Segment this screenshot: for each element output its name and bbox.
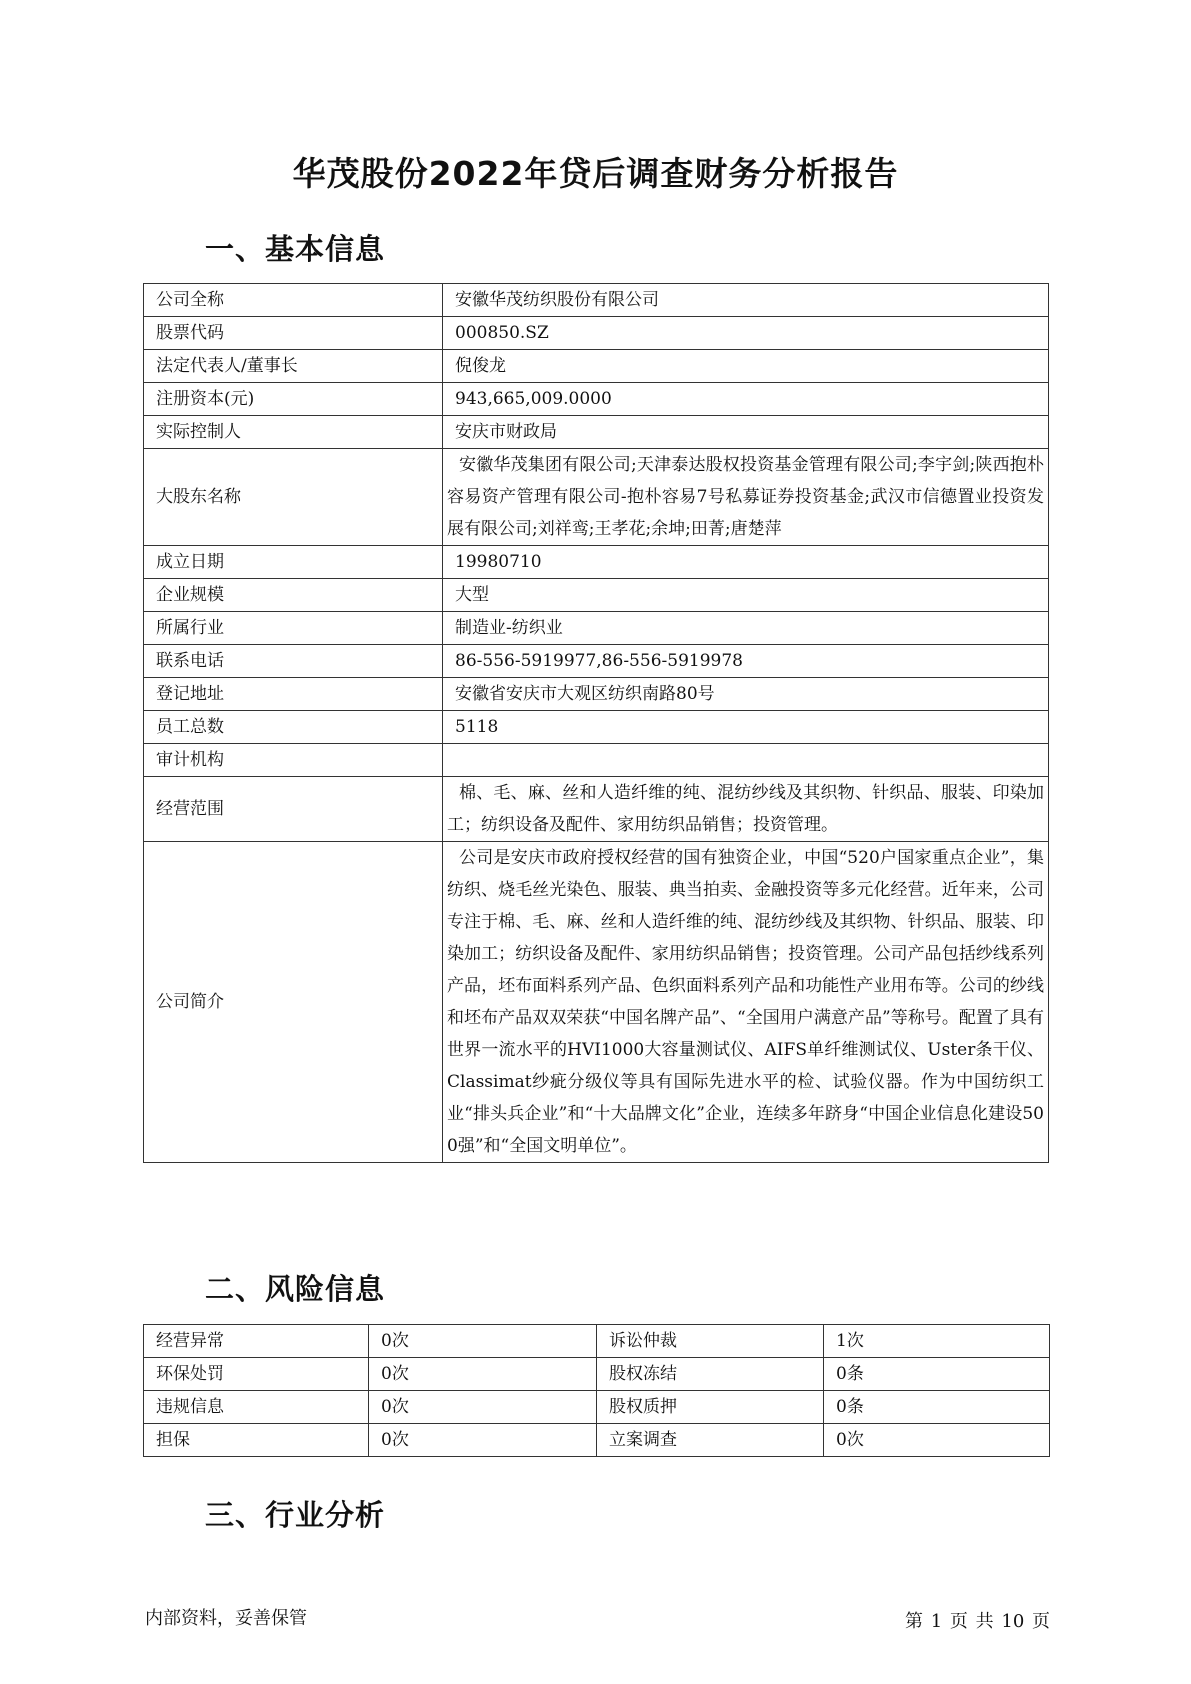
table-row (144, 317, 1049, 350)
page-number: 第 1 页 共 10 页 (905, 1611, 1050, 1632)
footer-confidential-note: 内部资料，妥善保管 (145, 1608, 307, 1629)
table-row (144, 744, 1049, 777)
risk-value: 0次 (369, 1325, 597, 1358)
field-label: 员工总数 (144, 711, 443, 744)
risk-info-table (143, 1324, 1050, 1457)
risk-value: 0次 (369, 1424, 597, 1457)
risk-label: 立案调查 (597, 1424, 824, 1457)
table-row (144, 546, 1049, 579)
table-row (144, 645, 1049, 678)
field-value: 86-556-5919977,86-556-5919978 (443, 645, 1049, 678)
table-row (144, 777, 1049, 842)
field-label: 公司全称 (144, 284, 443, 317)
table-row (144, 1325, 1050, 1358)
field-label: 登记地址 (144, 678, 443, 711)
risk-label: 诉讼仲裁 (597, 1325, 824, 1358)
field-value: 大型 (443, 579, 1049, 612)
table-row (144, 678, 1049, 711)
field-value: 安庆市财政局 (443, 416, 1049, 449)
field-label: 注册资本(元) (144, 383, 443, 416)
field-value: 安徽省安庆市大观区纺织南路80号 (443, 678, 1049, 711)
field-value: 安徽华茂纺织股份有限公司 (443, 284, 1049, 317)
field-value (443, 744, 1049, 777)
field-label: 企业规模 (144, 579, 443, 612)
field-label: 经营范围 (144, 777, 443, 842)
risk-value: 0条 (824, 1358, 1050, 1391)
field-value: 000850.SZ (443, 317, 1049, 350)
table-row (144, 284, 1049, 317)
table-row (144, 579, 1049, 612)
risk-label: 股权质押 (597, 1391, 824, 1424)
risk-value: 0次 (369, 1391, 597, 1424)
section-heading-basic-info: 一、基本信息 (205, 232, 386, 266)
field-value: 安徽华茂集团有限公司;天津泰达股权投资基金管理有限公司;李宇剑;陕西抱朴容易资产管理有限公司-抱朴容易7号私募证券投资基金;武汉市信德置业投资发展有限公司;刘祥鸾;王孝花;余坤;田菁;唐楚萍 (443, 449, 1049, 546)
table-row (144, 449, 1049, 546)
field-label: 审计机构 (144, 744, 443, 777)
table-row (144, 1358, 1050, 1391)
field-value: 棉、毛、麻、丝和人造纤维的纯、混纺纱线及其织物、针织品、服装、印染加工；纺织设备及配件、家用纺织品销售；投资管理。 (443, 777, 1049, 842)
field-label: 成立日期 (144, 546, 443, 579)
risk-value: 0次 (824, 1424, 1050, 1457)
field-label: 所属行业 (144, 612, 443, 645)
section-heading-risk-info: 二、风险信息 (205, 1272, 386, 1306)
risk-label: 环保处罚 (144, 1358, 369, 1391)
table-row (144, 350, 1049, 383)
field-label: 联系电话 (144, 645, 443, 678)
risk-label: 违规信息 (144, 1391, 369, 1424)
risk-label: 股权冻结 (597, 1358, 824, 1391)
risk-label: 担保 (144, 1424, 369, 1457)
risk-value: 0条 (824, 1391, 1050, 1424)
table-row (144, 711, 1049, 744)
risk-value: 1次 (824, 1325, 1050, 1358)
report-title: 华茂股份2022年贷后调查财务分析报告 (292, 154, 899, 193)
risk-value: 0次 (369, 1358, 597, 1391)
field-label: 大股东名称 (144, 449, 443, 546)
table-row (144, 1424, 1050, 1457)
field-value: 5118 (443, 711, 1049, 744)
field-label: 股票代码 (144, 317, 443, 350)
field-label: 公司简介 (144, 842, 443, 1163)
basic-info-table (143, 283, 1049, 1163)
table-row (144, 842, 1049, 1163)
table-row (144, 416, 1049, 449)
table-row (144, 1391, 1050, 1424)
field-label: 实际控制人 (144, 416, 443, 449)
section-heading-industry-analysis: 三、行业分析 (205, 1498, 386, 1532)
field-value: 制造业-纺织业 (443, 612, 1049, 645)
field-value: 19980710 (443, 546, 1049, 579)
field-label: 法定代表人/董事长 (144, 350, 443, 383)
field-value: 倪俊龙 (443, 350, 1049, 383)
table-row (144, 612, 1049, 645)
risk-label: 经营异常 (144, 1325, 369, 1358)
table-row (144, 383, 1049, 416)
field-value: 943,665,009.0000 (443, 383, 1049, 416)
field-value: 公司是安庆市政府授权经营的国有独资企业，中国“520户国家重点企业”，集纺织、烧毛丝光染色、服装、典当拍卖、金融投资等多元化经营。近年来，公司专注于棉、毛、麻、丝和人造纤维的纯、混纺纱线及其织物、针织品、服装、印染加工；纺织设备及配件、家用纺织品销售；投资管理。公司产品包括纱线系列产品，坯布面料系列产品、色织面料系列产品和功能性产业用布等。公司的纱线和坯布产品双双荣获“中国名牌产品”、“全国用户满意产品”等称号。配置了具有世界一流水平的HVI1000大容量测试仪、AIFS单纤维测试仪、Uster条干仪、Classimat纱疵分级仪等具有国际先进水平的检、试验仪器。作为中国纺织工业“排头兵企业”和“十大品牌文化”企业，连续多年跻身“中国企业信息化建设500强”和“全国文明单位”。 (443, 842, 1049, 1163)
